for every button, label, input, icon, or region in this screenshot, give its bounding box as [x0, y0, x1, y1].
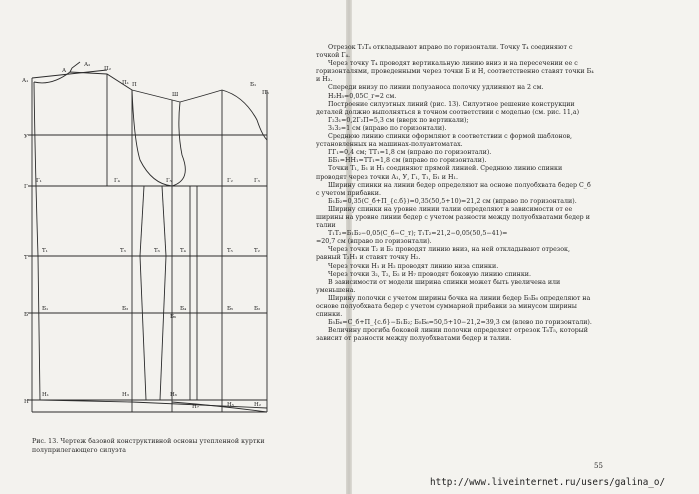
svg-text:Б₁: Б₁	[250, 82, 257, 88]
svg-text:Н₆: Н₆	[170, 392, 178, 398]
svg-text:Б₂: Б₂	[254, 306, 261, 312]
svg-text:П₁: П₁	[122, 80, 130, 86]
svg-text:Г: Г	[24, 184, 28, 190]
svg-text:Н₅: Н₅	[227, 402, 235, 408]
svg-text:Б: Б	[24, 312, 29, 318]
paragraph: Ширину полочки с учетом ширины бочка на линии бедер Б₅Б₆ определяют на основе полуобхвата бедер с учетом суммарной прибавки за минусом ширины спинки.	[316, 294, 591, 319]
svg-text:А₂: А₂	[84, 62, 91, 68]
pattern-drawing	[22, 60, 272, 430]
formula: Т₁Т₂=Б₁Б₂−0,05(С_б−С_т); Т₁Т₂=21,2−0,05(50,5−41)=	[328, 230, 508, 238]
svg-text:У: У	[24, 134, 28, 140]
svg-text:Б₃: Б₃	[122, 306, 129, 312]
paragraph: Через точки З₂, Т₂, Б₂ и Н₇ проводят боковую линию спинки.	[328, 270, 531, 278]
paragraph: Ширину спинки на линии бедер определяют на основе полуобхвата бедер С_б с учетом прибавки.	[316, 181, 591, 197]
svg-text:Н: Н	[24, 399, 29, 405]
svg-text:Б₁: Б₁	[42, 306, 49, 312]
paragraph: Через точки Н₁ и Н₂ проводят линию низа спинки.	[328, 262, 499, 270]
paragraph: Построение силуэтных линий (рис. 13). Силуэтное решение конструкции деталей должно выполняться в точном соответствии с моделью (см. рис. 11,а)	[316, 100, 580, 116]
paragraph: В зависимости от модели ширина спинки может быть увеличена или уменьшена.	[316, 278, 561, 294]
figure-caption: Рис. 13. Чертеж базовой конструктивной основы утепленной куртки полуприлегающего силуэта	[32, 438, 265, 454]
figure-labels	[22, 62, 270, 410]
svg-text:Б₅: Б₅	[227, 306, 234, 312]
formula: ГГ₁=0,4 см; ТТ₁=1,8 см (вправо по горизонтали).	[328, 149, 492, 157]
svg-text:Т₆: Т₆	[154, 248, 160, 254]
formula: ББ₁=НН₁=ТТ₁=1,8 см (вправо по горизонтали).	[328, 157, 487, 165]
svg-text:Т: Т	[24, 255, 28, 261]
formula: Б₅Б₆=С_б+П_{с.б}−Б₁Б₂; Б₅Б₆=50,5+10−21,2=39,3 см (влево по горизонтали).	[328, 319, 592, 327]
svg-text:Г₁: Г₁	[36, 178, 42, 184]
paragraph: Через точки Т₂ и Б₂ проводят линию вниз, на ней откладывают отрезок, равный Т₂Н₁ и ставят точку Н₂.	[316, 246, 570, 262]
paragraph: Ширину спинки на уровне линии талии определяют в зависимости от ее ширины на уровне линии бедер с учетом разности между полуобхватами бедер и талии	[316, 205, 590, 230]
formula: =20,7 см (вправо по горизонтали).	[316, 238, 432, 246]
svg-text:А₁: А₁	[22, 78, 29, 84]
page-number: 55	[594, 462, 603, 470]
svg-text:Г₄: Г₄	[114, 178, 120, 184]
paragraph: Величину прогиба боковой линии полочки определяет отрезок Т₆Т₅, который зависит от разности между полуобхватами бедер и талии.	[316, 327, 589, 343]
formula: Г₂З₁=0,2Г₂П=5,3 см (вверх по вертикали);	[328, 116, 469, 124]
formula: Б₁Б₂=0,35(С_б+П_{с.б})=0,35(50,5+10)=21,2 см (вправо по горизонтали).	[328, 197, 577, 205]
svg-text:Т₂: Т₂	[254, 248, 260, 254]
svg-text:Б₆: Б₆	[170, 314, 177, 320]
footer-url[interactable]: http://www.liveinternet.ru/users/galina_o/	[430, 477, 666, 488]
svg-text:Т₁: Т₁	[42, 248, 48, 254]
formula: Н₂Н₅=0,05С_г=2 см.	[328, 92, 397, 100]
svg-text:Т₅: Т₅	[227, 248, 233, 254]
paragraph: Через точку Т₄ проводят вертикальную линию вниз и на пересечении ее с горизонталями, проведенными через точки Б и Н, соответственно ставят точки Б₄ и Н₃.	[316, 60, 594, 84]
paragraph: Среднюю линию спинки оформляют в соответствии с формой шаблонов, установленных на машинах-полуавтоматах.	[316, 133, 573, 149]
svg-text:Г₅: Г₅	[166, 178, 172, 184]
svg-text:Г₃: Г₃	[254, 178, 260, 184]
svg-text:Т₃: Т₃	[120, 248, 126, 254]
svg-text:Н₁: Н₁	[42, 392, 50, 398]
svg-text:Г₂: Г₂	[227, 178, 233, 184]
svg-text:П₂: П₂	[104, 66, 112, 72]
svg-text:Н₃: Н₃	[122, 392, 130, 398]
paragraph: Точки Т₁, Б₁ и Н₁ соединяют прямой линией. Среднюю линию спинки проводят через точки А₁, У, Г₁, Т₁, Б₁ и Н₁.	[316, 165, 563, 181]
svg-text:А: А	[62, 68, 67, 74]
svg-text:П: П	[132, 82, 137, 88]
svg-text:Н₇: Н₇	[192, 404, 200, 410]
svg-text:Б₄: Б₄	[180, 306, 187, 312]
svg-text:Ш: Ш	[172, 92, 179, 98]
paragraph: Спереди внизу по линии полузаноса полочку удлиняют на 2 см.	[328, 84, 544, 92]
body-text	[316, 44, 594, 343]
formula: З₁З₂=1 см (вправо по горизонтали).	[328, 124, 447, 132]
svg-text:П₆: П₆	[262, 90, 270, 96]
svg-text:Т₄: Т₄	[180, 248, 186, 254]
paragraph: Отрезок Т₃Т₄ откладывают вправо по горизонтали. Точку Т₄ соединяют с точкой Г₄.	[316, 44, 573, 60]
svg-text:Н₂: Н₂	[254, 402, 262, 408]
